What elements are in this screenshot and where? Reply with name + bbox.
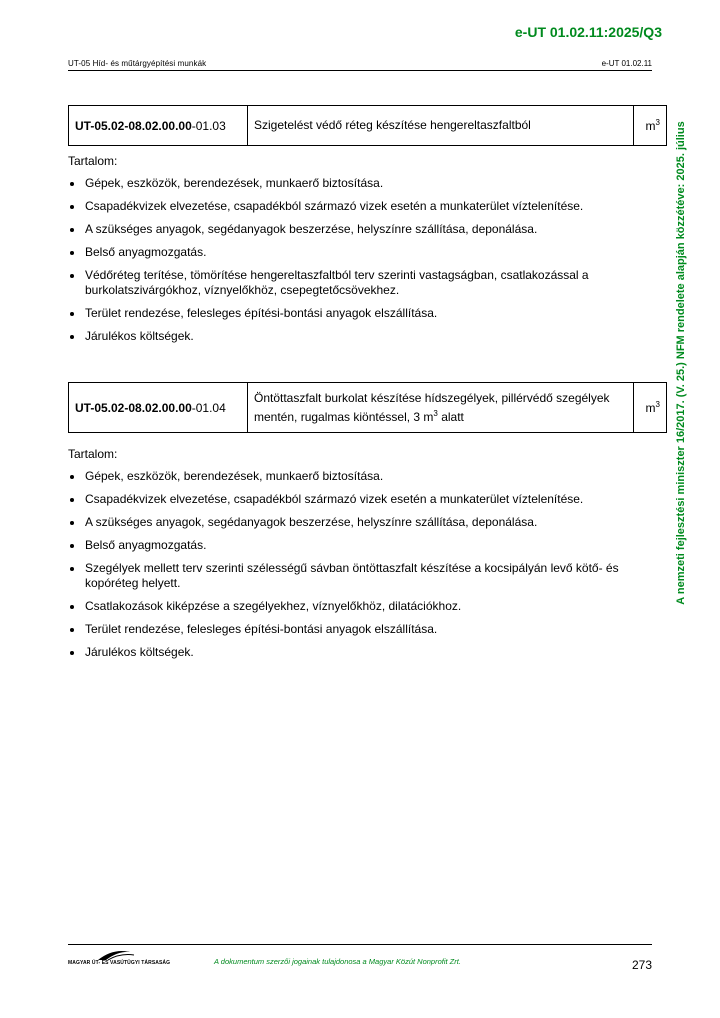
header-section-title: UT-05 Híd- és műtárgyépítési munkák (68, 59, 207, 68)
item-table-2 (68, 382, 667, 433)
item-content-2 (68, 447, 658, 668)
item-table-1 (68, 105, 667, 146)
content-label: Tartalom: (68, 154, 118, 168)
list-item: Szegélyek mellett terv szerinti szélességű sávban öntöttaszfalt készítése a kocsipályán levő kötő- és kopóréteg helyett. (68, 561, 658, 591)
content-label: Tartalom: (68, 447, 118, 461)
item-description: Szigetelést védő réteg készítése hengereltaszfaltból (248, 106, 634, 146)
item-description: Öntöttaszfalt burkolat készítése hídszegélyek, pillérvédő szegélyek mentén, rugalmas kiöntéssel, 3 $m^3$ alatt (248, 383, 634, 433)
document-code: e-UT 01.02.11:2025/Q3 (514, 24, 662, 40)
header-divider (68, 70, 652, 71)
list-item: Csapadékvizek elvezetése, csapadékból származó vizek esetén a munkaterület víztelenítése. (68, 492, 658, 507)
item-content-1 (68, 154, 658, 352)
list-item: Terület rendezése, felesleges építési-bontási anyagok elszállítása. (68, 306, 658, 321)
list-item: Gépek, eszközök, berendezések, munkaerő biztosítása. (68, 176, 658, 191)
side-note (672, 95, 690, 630)
item-code: UT-05.02-08.02.00.00-01.03 (69, 106, 248, 146)
list-item: A szükséges anyagok, segédanyagok beszerzése, helyszínre szállítása, deponálása. (68, 222, 658, 237)
page-number: 273 (631, 958, 652, 972)
header-document-id: e-UT 01.02.11 (601, 59, 652, 68)
item-unit: $m^3$ (634, 383, 667, 433)
list-item: Gépek, eszközök, berendezések, munkaerő biztosítása. (68, 469, 658, 484)
item-unit: $m^3$ (634, 106, 667, 146)
content-list (68, 469, 658, 660)
side-note-text: A nemzeti fejlesztési miniszter 16/2017. (V. 25.) NFM rendelete alapján közzétéve: 2025. július (675, 120, 687, 605)
content-list (68, 176, 658, 344)
list-item: Csapadékvizek elvezetése, csapadékból származó vizek esetén a munkaterület víztelenítése. (68, 199, 658, 214)
item-code: UT-05.02-08.02.00.00-01.04 (69, 383, 248, 433)
list-item: Belső anyagmozgatás. (68, 538, 658, 553)
footer-copyright: A dokumentum szerzői jogainak tulajdonosa a Magyar Közút Nonprofit Zrt. (214, 957, 461, 966)
list-item: A szükséges anyagok, segédanyagok beszerzése, helyszínre szállítása, deponálása. (68, 515, 658, 530)
list-item: Terület rendezése, felesleges építési-bontási anyagok elszállítása. (68, 622, 658, 637)
footer-divider (68, 944, 652, 945)
list-item: Védőréteg terítése, tömörítése hengereltaszfaltból terv szerinti vastagságban, csatlakozással a burkolatszivárgókhoz, víznyelőkhöz, csepegtetőcsövekhez. (68, 268, 658, 298)
list-item: Csatlakozások kiképzése a szegélyekhez, víznyelőkhöz, dilatációkhoz. (68, 599, 658, 614)
list-item: Belső anyagmozgatás. (68, 245, 658, 260)
logo-text: MAGYAR ÚT- ÉS VASÚTÜGYI TÁRSASÁG (68, 960, 171, 966)
list-item: Járulékos költségek. (68, 645, 658, 660)
list-item: Járulékos költségek. (68, 329, 658, 344)
company-logo (68, 948, 171, 970)
